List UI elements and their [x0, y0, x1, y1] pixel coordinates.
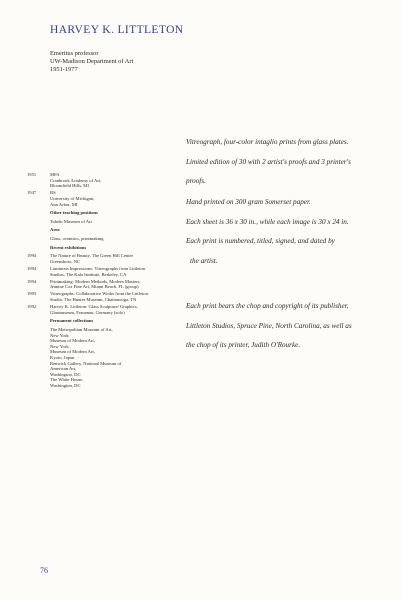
description-line: Littleton Studios, Spruce Pine, North Carolina, as well as [186, 321, 352, 330]
description-line: Each sheet is 36 x 30 in., while each image is 30 x 24 in. [186, 217, 349, 226]
education-text [50, 190, 151, 207]
exhibition-entry [27, 253, 151, 264]
description-line: Hand printed on 300 gram Somerset paper. [186, 198, 311, 206]
exhibition-entry [27, 266, 151, 277]
section-heading-recent-exhibitions: Recent exhibitions [50, 244, 87, 250]
exhibition-year: 1992 [27, 304, 37, 310]
exhibition-entry [27, 291, 151, 302]
education-line: Ann Arbor, MI [50, 201, 78, 207]
education-line: University of Michigan, [50, 195, 95, 201]
subtitle-line: UW-Madison Department of Art [50, 58, 134, 65]
education-line: Bloomfield Hills, MI [50, 183, 89, 189]
page-number: 76 [40, 566, 48, 575]
other-teaching-text: Toledo Museum of Art [50, 218, 92, 224]
description-line: proofs. [186, 177, 206, 185]
collection-line: New York [50, 343, 69, 349]
description-line: Vitreograph, four-color intaglio prints from glass plates. [186, 138, 349, 146]
education-entry [27, 190, 151, 207]
description-line: Each print bears the chop and copyright of its publisher, [186, 302, 349, 310]
description-paragraph-1 [186, 133, 398, 192]
education-entry [27, 172, 151, 189]
exhibition-year: 1994 [27, 265, 37, 271]
bio-column [27, 172, 151, 392]
artist-subtitle [50, 50, 133, 74]
collection-line: Kyoto, Japan [50, 355, 75, 360]
collection-line: The White House, [50, 377, 84, 383]
collection-line: Renwick Gallery, National Museum of [50, 360, 122, 366]
exhibition-year: 1994 [27, 278, 37, 284]
education-text [50, 172, 151, 189]
description-line: Each print is numbered, titled, signed, and dated by [186, 237, 335, 245]
education-line: MFA [50, 172, 60, 177]
subtitle-line: Emeritus professor [50, 50, 99, 57]
subtitle-line: 1951-1977 [50, 66, 78, 73]
exhibition-entry [27, 304, 151, 315]
exhibition-year: 1993 [27, 291, 37, 297]
description-paragraph-2 [186, 193, 398, 271]
exhibition-entry [27, 279, 151, 290]
education-line: Cranbrook Academy of Art, [50, 177, 102, 183]
collection-line: Washington, DC [50, 371, 81, 377]
education-line: BS [50, 190, 56, 196]
collection-line: American Art, [50, 366, 77, 372]
exhibition-text: Luminous Impressions: Vitreographs from Littleton Studios, The Kala Institute, Berkeley, CA [50, 265, 146, 277]
exhibition-text: The Nature of Beauty, The Green Hill Center Greensboro, NC [50, 253, 134, 264]
collection-line: Museum of Modern Art, [50, 349, 95, 355]
artist-name: HARVEY K. LITTLETON [50, 24, 184, 36]
section-heading-other-teaching: Other teaching positions [50, 210, 98, 216]
exhibition-text: Harvey K. Littleton: Glass Sculpture/ Graphics, Glasmuseum, Frauenau, Germany (solo) [50, 304, 138, 315]
education-year: 1947 [27, 190, 37, 196]
section-heading-permanent-collections: Permanent collections [50, 318, 94, 324]
description-line: the artist. [190, 256, 218, 265]
section-heading-area: Area [50, 227, 60, 233]
description-line: Limited edition of 30 with 2 artist's proofs and 3 printer's [186, 157, 351, 166]
education-year: 1951 [27, 172, 37, 177]
collection-line: Museum of Modern Art, [50, 338, 95, 344]
exhibition-year: 1994 [27, 253, 37, 259]
exhibition-text: Printmaking: Modern Methods, Modern Masters, Jeanine Cox Fine Art, Miami Beach, FL (group) [50, 278, 141, 290]
area-text: Glass, ceramics, printmaking [50, 235, 104, 241]
description-line: the chop of its printer, Judith O'Rourke. [186, 341, 301, 349]
collections-list [27, 327, 151, 389]
collection-line: New York [50, 332, 69, 338]
description-paragraph-3 [186, 297, 398, 356]
exhibition-text: Vitreographs: Collaborative Works from the Littleton Studio, The Hunter Museum, Chattanooga, TN [50, 291, 148, 303]
collection-line: Washington, DC [50, 382, 81, 388]
collection-line: The Metropolitan Museum of Art, [50, 327, 113, 333]
